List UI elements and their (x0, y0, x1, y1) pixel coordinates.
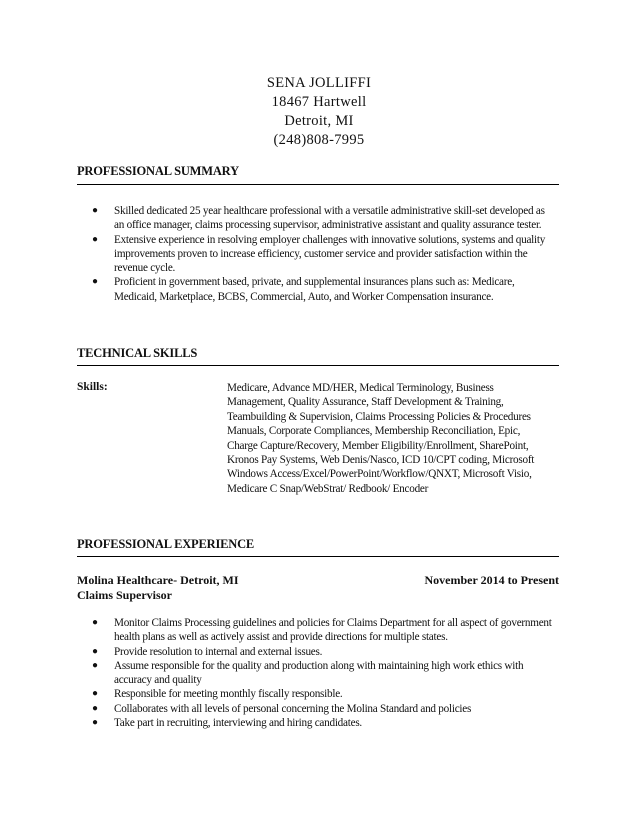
job-dates: November 2014 to Present (424, 573, 559, 587)
job-employer: Molina Healthcare- Detroit, MI (77, 573, 239, 587)
street-address: 18467 Hartwell (271, 94, 367, 110)
bullet-icon: ● (92, 702, 98, 714)
city-state: Detroit, MI (284, 113, 354, 129)
phone-number: (248)808-7995 (273, 132, 365, 148)
job-title: Claims Supervisor (77, 588, 173, 602)
list-item: ● Collaborates with all levels of personal concerning the Molina Standard and policies (92, 702, 472, 715)
bullet-icon: ● (92, 717, 98, 729)
technical-skills-heading: TECHNICAL SKILLS (77, 346, 198, 360)
list-item: ● Skilled dedicated 25 year healthcare professional with a versatile administrative skill-set developed as an office manager, claims processing supervisor, administrative assistant and quality assurance tester. (92, 205, 545, 232)
candidate-name: SENA JOLLIFFI (266, 75, 372, 91)
list-item: ● Monitor Claims Processing guidelines and policies for Claims Department for all aspect of government health plans as well as actively assist and provide directions for multiple states. (92, 617, 552, 644)
list-item: ● Take part in recruiting, interviewing and hiring candidates. (92, 717, 362, 730)
bullet-icon: ● (92, 645, 98, 657)
list-item: ● Provide resolution to internal and external issues. (92, 645, 323, 658)
list-item: ● Extensive experience in resolving employer challenges with innovative solutions, systems and quality improvements proven to increase efficiency, customer service and provider satisfaction within the revenue cycle. (92, 233, 546, 275)
bullet-icon: ● (92, 276, 98, 288)
list-item: ● Assume responsible for the quality and production along with maintaining high work ethics with accuracy and quality (92, 659, 524, 687)
bullet-icon: ● (92, 688, 98, 700)
summary-list (77, 204, 557, 304)
list-item: ● Responsible for meeting monthly fiscally responsible. (92, 688, 343, 701)
bullet-icon: ● (92, 233, 98, 245)
list-item: ● Proficient in government based, private, and supplemental insurances plans such as: Medicare, Medicaid, Marketplace, BCBS, Commercial, Auto, and Worker Compensation insurance. (92, 276, 515, 303)
job-duties-list (77, 616, 557, 730)
summary-heading: PROFESSIONAL SUMMARY (77, 164, 239, 178)
bullet-icon: ● (92, 659, 98, 671)
bullet-icon: ● (92, 205, 98, 216)
experience-heading: PROFESSIONAL EXPERIENCE (77, 537, 255, 551)
experience-divider (77, 556, 559, 557)
skills-label: Skills: (77, 381, 108, 393)
bullet-icon: ● (92, 617, 98, 628)
skills-list: Medicare, Advance MD/HER, Medical Terminology, Business Management, Quality Assurance, Staff Development & Training, Teambuilding & Supervision, Claims Processing Policies & Procedures Manuals, Corporate Compliances, Membership Reconciliation, Epic, Charge Capture/Recovery, Member Eligibility/Enrollment, SharePoint, Kronos Pay Systems, Web Denis/Nasco, ICD 10/CPT coding, Microsoft Windows Access/Excel/PowerPoint/Workflow/QNXT, Microsoft Visio, Medicare C Snap/WebStrat/ Redbook/ Encoder (227, 382, 535, 495)
summary-divider (77, 184, 559, 185)
technical-skills-divider (77, 365, 559, 366)
contact-header (0, 74, 638, 150)
